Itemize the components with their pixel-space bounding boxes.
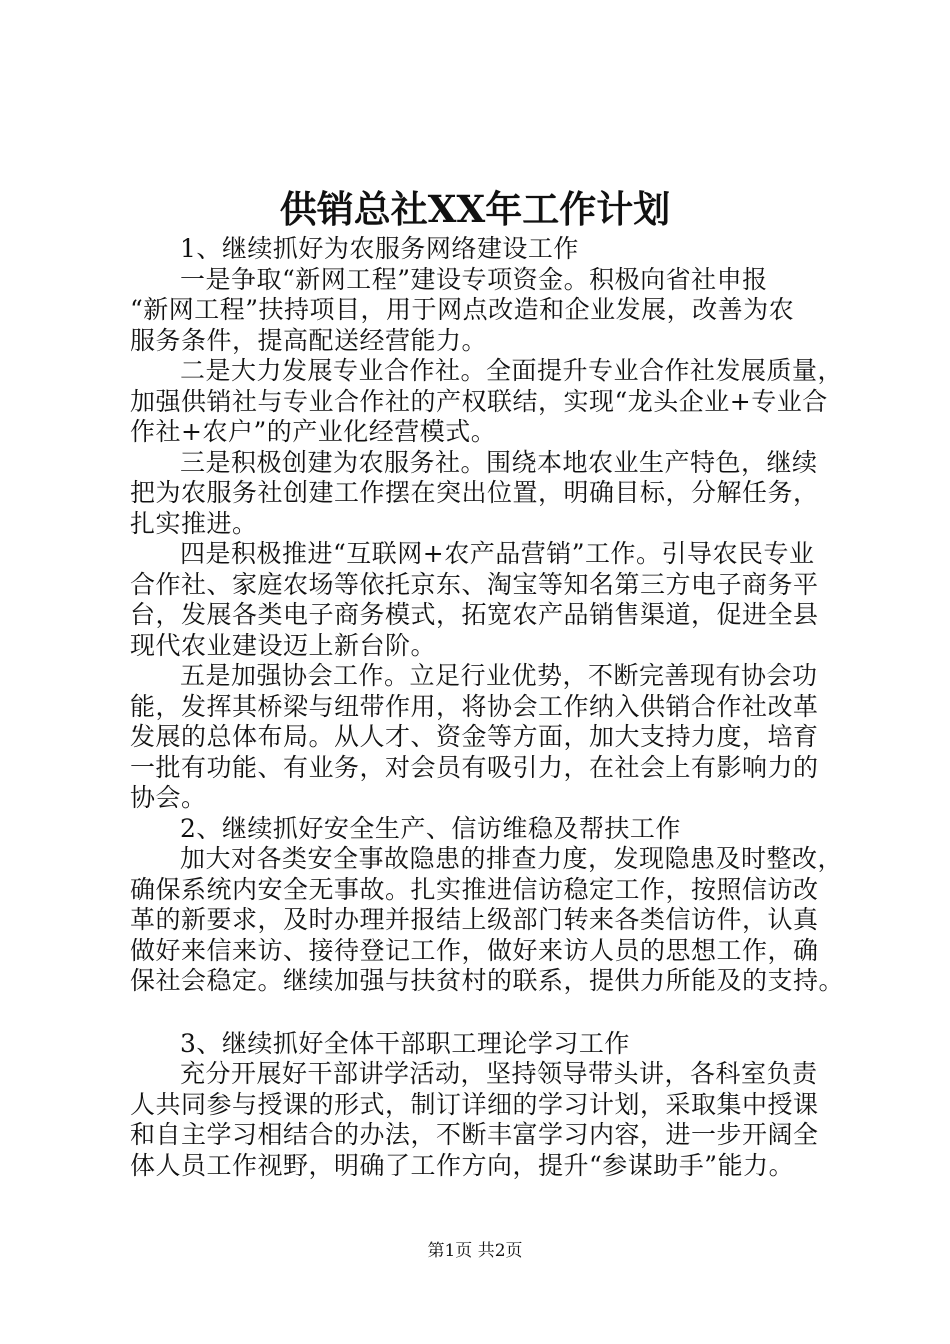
paragraph-line: 现代农业建设迈上新台阶。 xyxy=(130,630,437,660)
paragraph-line: 充分开展好干部讲学活动，坚持领导带头讲，各科室负责 xyxy=(180,1059,818,1088)
paragraph-line: 服务条件，提高配送经营能力。 xyxy=(130,325,488,355)
paragraph-line: 发展的总体布局。从人才、资金等方面，加大支持力度，培育 xyxy=(130,722,819,751)
paragraph-gap xyxy=(130,997,850,1029)
paragraph-line: 三是积极创建为农服务社。围绕本地农业生产特色，继续 xyxy=(180,447,818,477)
page-footer: 第1页 共2页 xyxy=(427,1241,523,1261)
paragraph-line: 合作社、家庭农场等依托京东、淘宝等知名第三方电子商务平 xyxy=(130,569,819,599)
paragraph-line: 协会。 xyxy=(130,783,207,812)
paragraph-line: 和自主学习相结合的办法，不断丰富学习内容，进一步开阔全 xyxy=(130,1120,819,1149)
document-title: 供销总社XX年工作计划 xyxy=(279,187,671,231)
section-heading-3: 3、继续抓好全体干部职工理论学习工作 xyxy=(180,1028,630,1058)
paragraph-line: 能，发挥其桥梁与纽带作用，将协会工作纳入供销合作社改革 xyxy=(130,691,819,721)
section-heading-2: 2、继续抓好安全生产、信访维稳及帮扶工作 xyxy=(180,813,681,843)
paragraph-line: 保社会稳定。继续加强与扶贫村的联系，提供力所能及的支持。 xyxy=(130,966,845,995)
paragraph-line: 二是大力发展专业合作社。全面提升专业合作社发展质量， xyxy=(180,356,844,385)
paragraph-line: 把为农服务社创建工作摆在突出位置，明确目标，分解任务， xyxy=(130,478,819,507)
paragraph-line: “新网工程”扶持项目，用于网点改造和企业发展，改善为农 xyxy=(130,295,795,324)
paragraph-line: 一是争取“新网工程”建设专项资金。积极向省社申报 xyxy=(180,264,768,294)
paragraph-line: 五是加强协会工作。立足行业优势，不断完善现有协会功 xyxy=(180,661,818,690)
paragraph-line: 扎实推进。 xyxy=(130,508,258,538)
paragraph-line: 革的新要求，及时办理并报结上级部门转来各类信访件，认真 xyxy=(130,905,819,934)
paragraph-line: 一批有功能、有业务，对会员有吸引力，在社会上有影响力的 xyxy=(130,752,819,782)
paragraph-line: 加大对各类安全事故隐患的排查力度，发现隐患及时整改， xyxy=(180,844,844,873)
paragraph-line: 台，发展各类电子商务模式，拓宽农产品销售渠道，促进全县 xyxy=(130,600,819,629)
paragraph-line: 做好来信来访、接待登记工作，做好来访人员的思想工作，确 xyxy=(130,935,819,965)
paragraph-line: 作社+农户”的产业化经营模式。 xyxy=(130,417,497,446)
document-body xyxy=(130,234,850,1181)
paragraph-line: 人共同参与授课的形式，制订详细的学习计划，采取集中授课 xyxy=(130,1089,819,1119)
section-heading-1: 1、继续抓好为农服务网络建设工作 xyxy=(180,234,579,263)
paragraph-line: 确保系统内安全无事故。扎实推进信访稳定工作，按照信访改 xyxy=(130,874,819,904)
paragraph-line: 体人员工作视野，明确了工作方向，提升“参谋助手”能力。 xyxy=(130,1150,795,1180)
paragraph-line: 加强供销社与专业合作社的产权联结，实现“龙头企业+专业合 xyxy=(130,386,828,416)
paragraph-line: 四是积极推进“互联网+农产品营销”工作。引导农民专业 xyxy=(180,539,815,568)
